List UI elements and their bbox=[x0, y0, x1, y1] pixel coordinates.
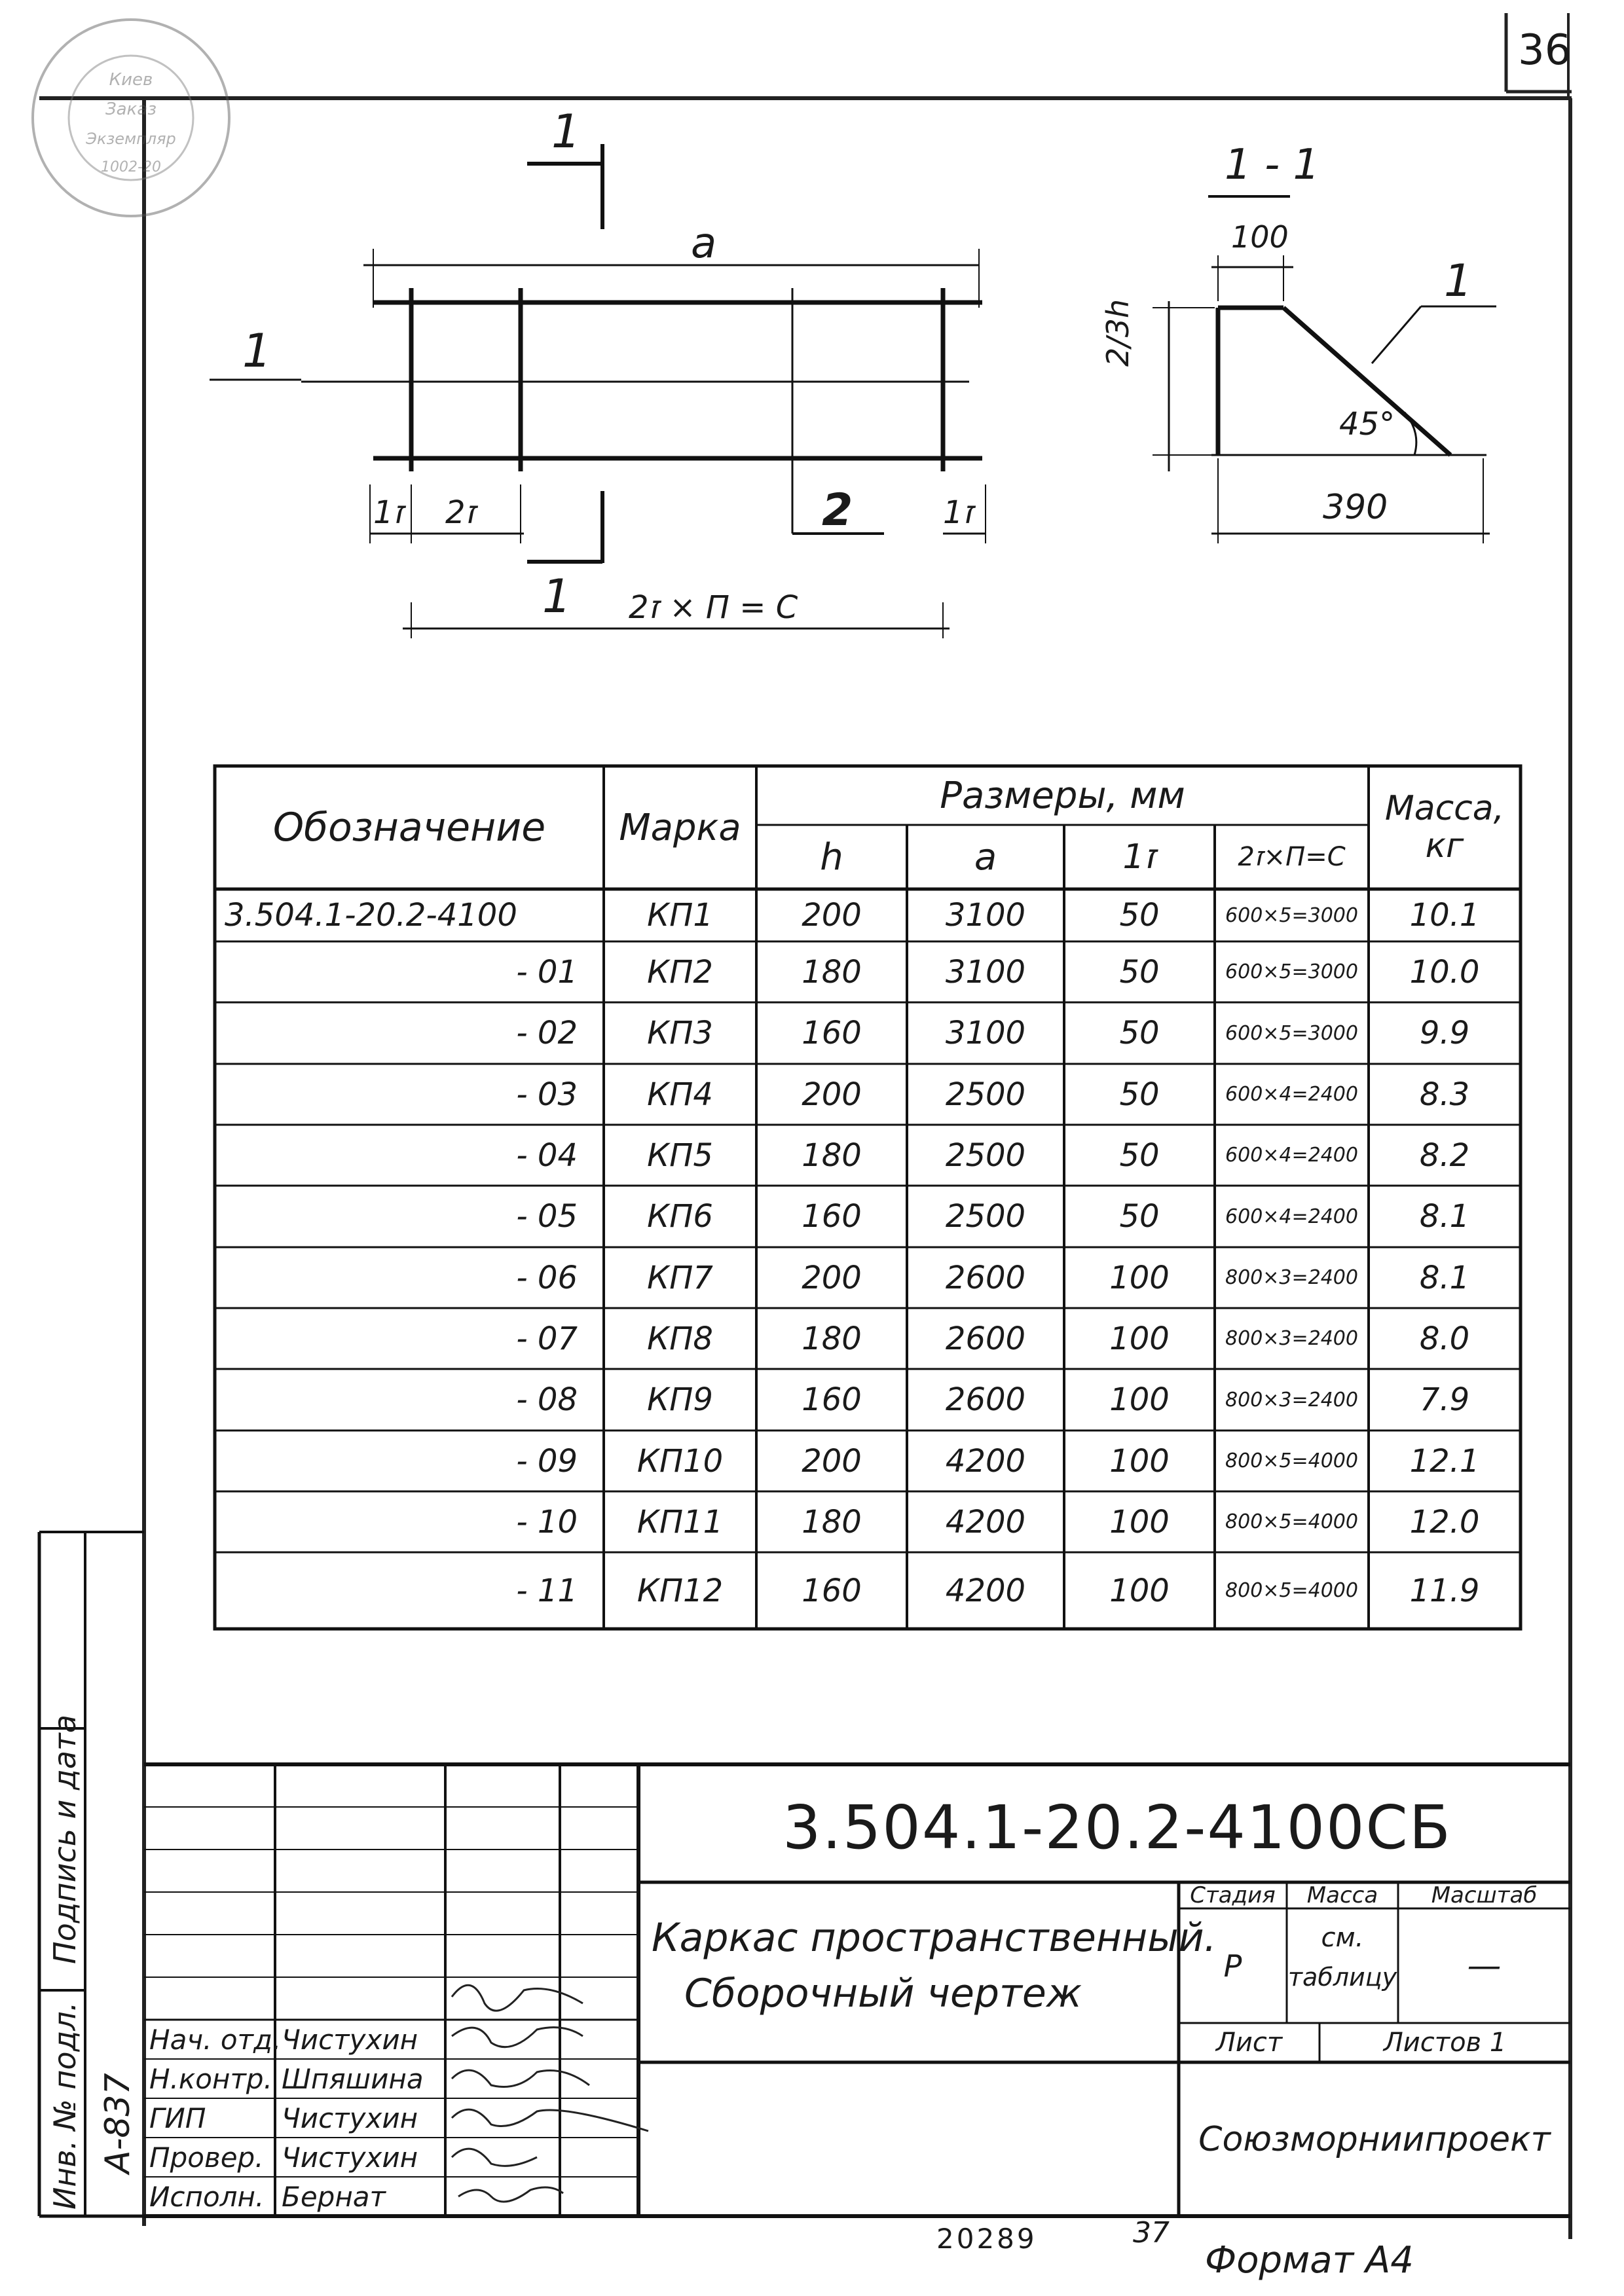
table-cell-r1: 50 bbox=[1119, 1137, 1160, 1174]
role-label: Нач. отд. bbox=[149, 2024, 282, 2056]
table-cell-r2n: 800×5=4000 bbox=[1225, 1579, 1358, 1602]
table-cell-r1: 100 bbox=[1109, 1381, 1170, 1418]
table-cell-a: 3100 bbox=[945, 897, 1026, 934]
table-cell-r2n: 800×3=2400 bbox=[1225, 1327, 1358, 1350]
table-cell-designation: - 06 bbox=[516, 1259, 578, 1296]
table-cell-r2n: 600×4=2400 bbox=[1225, 1083, 1358, 1106]
table-cell-mass: 8.3 bbox=[1419, 1076, 1470, 1113]
table-cell-r1: 50 bbox=[1119, 1076, 1160, 1113]
table-cell-designation: - 10 bbox=[516, 1503, 578, 1540]
table-cell-designation: - 09 bbox=[516, 1442, 578, 1480]
table-cell-designation: - 07 bbox=[516, 1320, 578, 1357]
table-cell-a: 2500 bbox=[945, 1076, 1026, 1113]
svg-text:Киев: Киев bbox=[109, 70, 153, 90]
dimension-c-label: ז2 × П = С bbox=[629, 589, 798, 626]
table-cell-mark: КП11 bbox=[637, 1503, 724, 1540]
table-cell-mark: КП10 bbox=[637, 1442, 724, 1480]
table-cell-mass: 10.1 bbox=[1409, 897, 1480, 934]
dimension-a-label: a bbox=[691, 219, 717, 268]
section-title: 1 - 1 bbox=[1225, 141, 1320, 189]
table-cell-mark: КП1 bbox=[647, 897, 713, 934]
table-cell-r1: 100 bbox=[1109, 1503, 1170, 1540]
table-cell-mark: КП12 bbox=[637, 1572, 724, 1609]
table-cell-mark: КП8 bbox=[647, 1320, 713, 1357]
table-cell-a: 2600 bbox=[945, 1259, 1026, 1296]
table-cell-designation: 3.504.1-20.2-4100 bbox=[225, 897, 517, 934]
table-cell-h: 160 bbox=[802, 1015, 862, 1051]
role-label: Н.контр. bbox=[149, 2063, 272, 2095]
organization-name: Союзморниипроект bbox=[1198, 2119, 1551, 2159]
mass-label: Масса bbox=[1306, 1882, 1378, 1908]
svg-text:Заказ: Заказ bbox=[105, 100, 157, 119]
table-cell-mark: КП3 bbox=[647, 1015, 713, 1051]
table-cell-mark: КП7 bbox=[647, 1259, 713, 1296]
role-name: Бернат bbox=[282, 2181, 386, 2213]
scale-value: — bbox=[1467, 1946, 1502, 1986]
table-cell-r2n: 600×4=2400 bbox=[1225, 1144, 1358, 1167]
dimension-r1-left-label: ז1 bbox=[373, 494, 405, 531]
section-position-1: 1 bbox=[1444, 255, 1473, 307]
table-cell-a: 4200 bbox=[945, 1572, 1026, 1609]
document-code: 3.504.1-20.2-4100СБ bbox=[783, 1793, 1452, 1863]
inventory-value: А-837 bbox=[98, 2073, 138, 2174]
order-number: 20289 bbox=[936, 2223, 1037, 2255]
header-designation: Обозначение bbox=[272, 805, 546, 850]
section-dim-390: 390 bbox=[1323, 488, 1388, 527]
table-cell-mark: КП2 bbox=[647, 953, 713, 991]
table-cell-h: 200 bbox=[802, 1259, 862, 1296]
table-cell-designation: - 05 bbox=[516, 1198, 578, 1235]
role-name: Чистухин bbox=[282, 2102, 418, 2134]
role-label: Исполн. bbox=[149, 2181, 265, 2213]
header-r2n: ז2×П=С bbox=[1238, 842, 1346, 872]
document-name-line2: Сборочный чертеж bbox=[684, 1971, 1082, 2016]
header-mark: Марка bbox=[619, 806, 741, 849]
copy-number: 37 bbox=[1133, 2216, 1170, 2250]
signatures bbox=[452, 1985, 648, 2202]
table-cell-designation: - 08 bbox=[516, 1381, 578, 1418]
table-cell-h: 200 bbox=[802, 1076, 862, 1113]
stage-label: Стадия bbox=[1190, 1882, 1276, 1908]
table-cell-r2n: 600×5=3000 bbox=[1225, 1021, 1358, 1045]
table-cell-h: 180 bbox=[802, 953, 862, 991]
inventory-label: Инв. № подл. bbox=[47, 2001, 83, 2210]
section-dim-100: 100 bbox=[1231, 219, 1289, 255]
table-cell-mark: КП6 bbox=[647, 1198, 713, 1235]
table-cell-mark: КП9 bbox=[647, 1381, 713, 1418]
table-cell-r2n: 800×5=4000 bbox=[1225, 1449, 1358, 1472]
table-cell-r1: 100 bbox=[1109, 1320, 1170, 1357]
table-cell-designation: - 04 bbox=[516, 1137, 578, 1174]
table-cell-mass: 12.0 bbox=[1409, 1503, 1480, 1540]
table-cell-r2n: 600×4=2400 bbox=[1225, 1205, 1358, 1228]
table-cell-mark: КП4 bbox=[647, 1076, 713, 1113]
table-cell-mass: 8.1 bbox=[1419, 1259, 1470, 1296]
table-cell-r2n: 800×3=2400 bbox=[1225, 1388, 1358, 1412]
table-cell-h: 200 bbox=[802, 897, 862, 934]
section-angle-label: 45° bbox=[1339, 406, 1395, 443]
format-label: Формат А4 bbox=[1205, 2239, 1414, 2282]
scale-label: Масштаб bbox=[1431, 1882, 1538, 1908]
dimension-r1-right-label: ז1 bbox=[943, 494, 974, 531]
table-cell-r2n: 800×3=2400 bbox=[1225, 1266, 1358, 1289]
table-cell-designation: - 01 bbox=[516, 953, 578, 991]
mass-value-line1: см. bbox=[1321, 1923, 1364, 1953]
table-cell-a: 4200 bbox=[945, 1442, 1026, 1480]
table-cell-a: 2500 bbox=[945, 1137, 1026, 1174]
table-cell-h: 180 bbox=[802, 1137, 862, 1174]
header-h: h bbox=[820, 835, 843, 879]
sign-date-label: Подпись и дата bbox=[47, 1714, 83, 1964]
role-label: Провер. bbox=[149, 2141, 264, 2174]
stage-value: Р bbox=[1223, 1948, 1242, 1984]
role-name: Чистухин bbox=[282, 2024, 418, 2056]
table-cell-mass: 11.9 bbox=[1409, 1572, 1480, 1609]
plan-view bbox=[210, 144, 986, 638]
table-cell-h: 160 bbox=[802, 1381, 862, 1418]
table-cell-r2n: 600×5=3000 bbox=[1225, 903, 1358, 927]
section-dim-h: 2/3h bbox=[1100, 299, 1135, 367]
table-cell-mass: 7.9 bbox=[1419, 1381, 1470, 1418]
sheets-count: Листов 1 bbox=[1383, 2028, 1507, 2058]
sheet-number: 36 bbox=[1518, 26, 1572, 75]
table-cell-r1: 50 bbox=[1119, 953, 1160, 991]
table-cell-r1: 50 bbox=[1119, 1198, 1160, 1235]
table-cell-designation: - 03 bbox=[516, 1076, 578, 1113]
table-cell-r1: 50 bbox=[1119, 897, 1160, 934]
table-cell-a: 2600 bbox=[945, 1381, 1026, 1418]
role-label: ГИП bbox=[149, 2102, 206, 2134]
svg-text:Экземпляр: Экземпляр bbox=[86, 130, 176, 148]
table-cell-r1: 100 bbox=[1109, 1572, 1170, 1609]
table-cell-r1: 100 bbox=[1109, 1259, 1170, 1296]
svg-text:1002-20: 1002-20 bbox=[101, 159, 161, 175]
table-cell-h: 180 bbox=[802, 1503, 862, 1540]
table-cell-a: 2600 bbox=[945, 1320, 1026, 1357]
table-cell-r1: 100 bbox=[1109, 1442, 1170, 1480]
header-r1: ז1 bbox=[1122, 837, 1156, 877]
role-name: Шпяшина bbox=[282, 2063, 424, 2095]
header-a: a bbox=[974, 835, 997, 879]
table-cell-r1: 50 bbox=[1119, 1015, 1160, 1051]
section-mark-bottom: 1 bbox=[542, 570, 572, 623]
table-cell-mass: 10.0 bbox=[1409, 953, 1480, 991]
table-cell-a: 3100 bbox=[945, 1015, 1026, 1051]
role-name: Чистухин bbox=[282, 2141, 418, 2174]
dimension-r2-label: ז2 bbox=[445, 494, 477, 531]
stamp-seal bbox=[33, 20, 229, 216]
table-cell-mass: 9.9 bbox=[1419, 1015, 1470, 1051]
table-cell-h: 180 bbox=[802, 1320, 862, 1357]
table-cell-a: 3100 bbox=[945, 953, 1026, 991]
table-cell-designation: - 11 bbox=[516, 1572, 578, 1609]
table-cell-mass: 8.1 bbox=[1419, 1198, 1470, 1235]
header-sizes-group: Размеры, мм bbox=[940, 774, 1185, 817]
table-cell-mass: 8.2 bbox=[1419, 1137, 1470, 1174]
mass-value-line2: таблицу bbox=[1287, 1963, 1397, 1992]
table-cell-mass: 12.1 bbox=[1409, 1442, 1480, 1480]
sheet-label: Лист bbox=[1215, 2028, 1283, 2058]
table-cell-h: 160 bbox=[802, 1572, 862, 1609]
table-cell-mass: 8.0 bbox=[1419, 1320, 1470, 1357]
position-2-label: 2 bbox=[822, 484, 853, 536]
table-cell-r2n: 800×5=4000 bbox=[1225, 1510, 1358, 1533]
table-cell-designation: - 02 bbox=[516, 1015, 578, 1051]
table-cell-mark: КП5 bbox=[647, 1137, 713, 1174]
header-mass: Масса, кг bbox=[1384, 788, 1505, 866]
table-cell-r2n: 600×5=3000 bbox=[1225, 960, 1358, 983]
table-cell-a: 2500 bbox=[945, 1198, 1026, 1235]
table-cell-h: 200 bbox=[802, 1442, 862, 1480]
table-cell-a: 4200 bbox=[945, 1503, 1026, 1540]
table-cell-h: 160 bbox=[802, 1198, 862, 1235]
document-name-line1: Каркас пространственный. bbox=[652, 1915, 1217, 1961]
section-mark-left: 1 bbox=[242, 324, 272, 378]
section-mark-top: 1 bbox=[551, 105, 581, 158]
